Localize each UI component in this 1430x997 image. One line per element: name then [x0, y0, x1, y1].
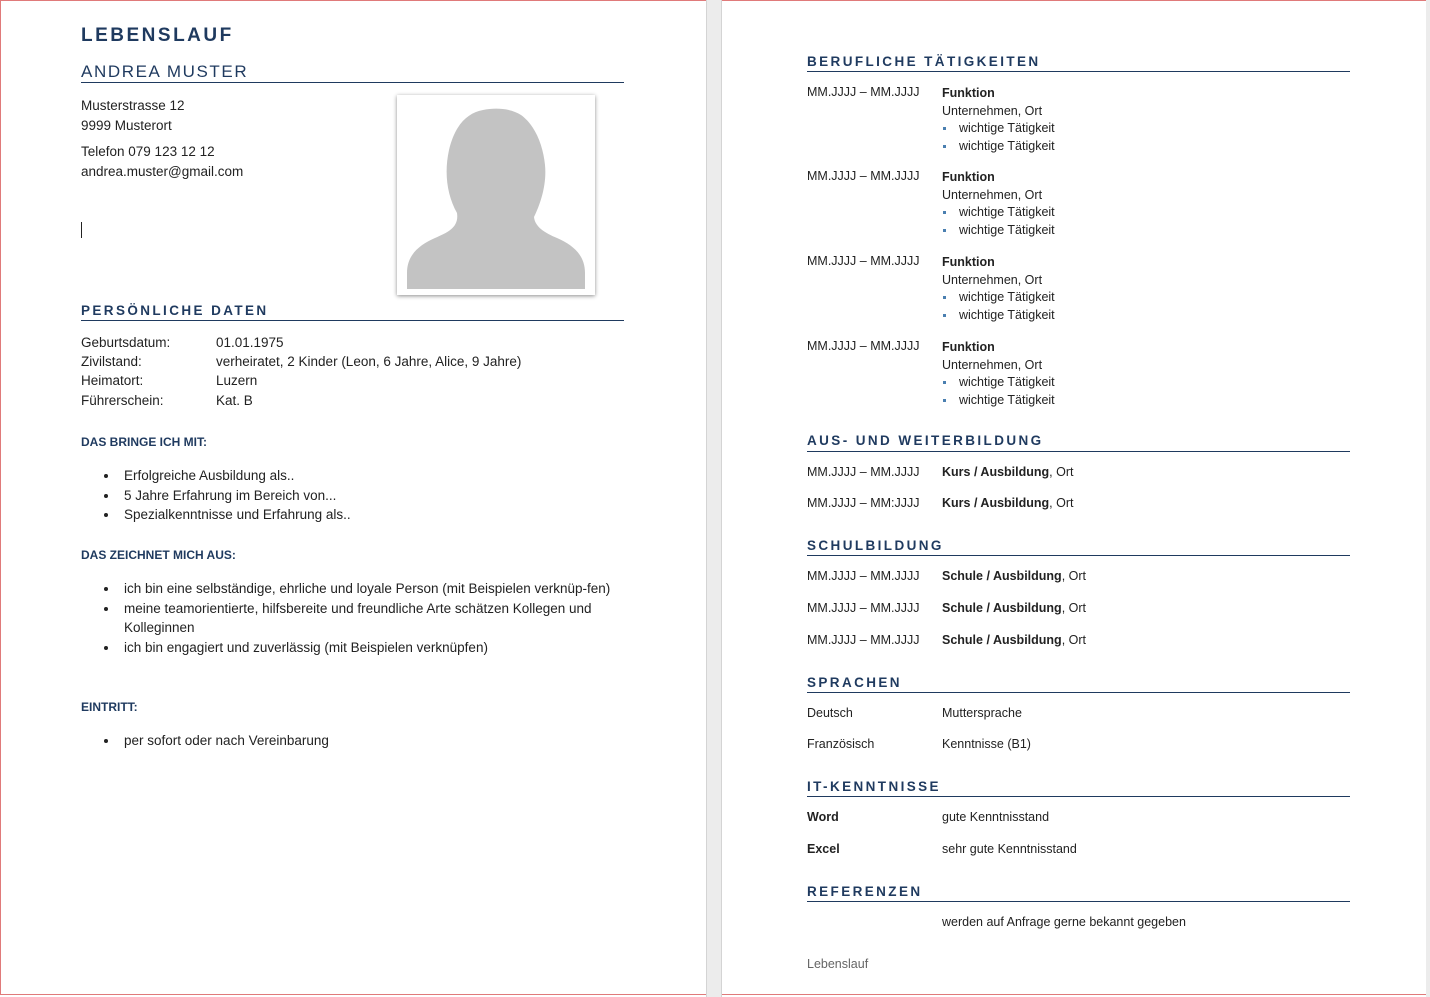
job-company: Unternehmen, Ort: [942, 357, 1043, 372]
training-date: MM.JJJJ – MM.JJJJ: [807, 465, 920, 479]
training-title: Kurs / Ausbildung: [942, 465, 1050, 479]
school-place: , Ort: [1061, 633, 1086, 647]
school-place: , Ort: [1061, 601, 1086, 615]
person-silhouette-icon: [397, 95, 595, 295]
section-divider: [807, 555, 1350, 556]
job-date: MM.JJJJ – MM.JJJJ: [807, 85, 920, 99]
it-level: sehr gute Kenntnisstand: [942, 842, 1077, 856]
school-title: Schule / Ausbildung: [942, 601, 1062, 615]
job-task: wichtige Tätigkeit: [942, 138, 1055, 156]
section-heading-school: SCHULBILDUNG: [807, 538, 944, 553]
list-item: ich bin engagiert und zuverlässig (mit Beispielen verknüpfen): [81, 638, 611, 658]
section-divider: [807, 71, 1350, 72]
text-cursor[interactable]: [81, 222, 82, 238]
section-divider: [807, 796, 1350, 797]
skills-list: [81, 466, 621, 525]
section-heading-training: AUS- UND WEITERBILDUNG: [807, 433, 1044, 448]
name-divider: [81, 82, 624, 83]
page-footer: Lebenslauf: [807, 957, 869, 971]
personal-value: Luzern: [216, 373, 258, 388]
job-task: wichtige Tätigkeit: [942, 204, 1055, 222]
page-title: LEBENSLAUF: [81, 25, 234, 46]
list-item: per sofort oder nach Vereinbarung: [81, 731, 621, 751]
list-item: Spezialkenntnisse und Erfahrung als..: [81, 505, 621, 525]
subsection-heading-start: EINTRITT:: [81, 700, 138, 714]
it-level: gute Kenntnisstand: [942, 810, 1050, 824]
personal-label: Zivilstand:: [81, 354, 142, 369]
school-title: Schule / Ausbildung: [942, 569, 1062, 583]
page-gutter-right: [1426, 0, 1430, 997]
start-list: [81, 731, 621, 751]
job-task: wichtige Tätigkeit: [942, 289, 1055, 307]
personal-label: Heimatort:: [81, 373, 144, 388]
job-date: MM.JJJJ – MM.JJJJ: [807, 169, 920, 183]
school-date: MM.JJJJ – MM.JJJJ: [807, 601, 920, 615]
phone-number: Telefon 079 123 12 12: [81, 144, 215, 159]
job-date: MM.JJJJ – MM.JJJJ: [807, 254, 920, 268]
job-company: Unternehmen, Ort: [942, 103, 1043, 118]
applicant-name: ANDREA MUSTER: [81, 62, 249, 81]
school-title: Schule / Ausbildung: [942, 633, 1062, 647]
it-tool: Word: [807, 810, 839, 824]
personal-label: Führerschein:: [81, 393, 164, 408]
job-task: wichtige Tätigkeit: [942, 374, 1055, 392]
list-item: ich bin eine selbständige, ehrliche und loyale Person (mit Beispielen verknüp-fen): [81, 579, 611, 599]
job-company: Unternehmen, Ort: [942, 272, 1043, 287]
job-task: wichtige Tätigkeit: [942, 307, 1055, 325]
profile-photo[interactable]: [397, 95, 595, 295]
job-function: Funktion: [942, 86, 995, 100]
job-task: wichtige Tätigkeit: [942, 222, 1055, 240]
subsection-heading-skills: DAS BRINGE ICH MIT:: [81, 435, 207, 449]
job-task: wichtige Tätigkeit: [942, 392, 1055, 410]
job-function: Funktion: [942, 340, 995, 354]
language-name: Französisch: [807, 737, 875, 751]
personal-value: 01.01.1975: [216, 335, 284, 350]
training-place: , Ort: [1049, 496, 1074, 510]
section-heading-languages: SPRACHEN: [807, 675, 902, 690]
job-task: wichtige Tätigkeit: [942, 120, 1055, 138]
job-date: MM.JJJJ – MM.JJJJ: [807, 339, 920, 353]
training-place: , Ort: [1049, 465, 1074, 479]
language-level: Muttersprache: [942, 706, 1022, 720]
language-name: Deutsch: [807, 706, 853, 720]
job-function: Funktion: [942, 170, 995, 184]
section-heading-personal: PERSÖNLICHE DATEN: [81, 303, 269, 318]
section-divider: [807, 901, 1350, 902]
email-address: andrea.muster@gmail.com: [81, 164, 244, 179]
address-street: Musterstrasse 12: [81, 98, 185, 113]
page-gutter: [706, 0, 722, 997]
language-level: Kenntnisse (B1): [942, 737, 1031, 751]
personal-value: Kat. B: [216, 393, 253, 408]
references-text: werden auf Anfrage gerne bekannt gegeben: [942, 915, 1186, 929]
list-item: 5 Jahre Erfahrung im Bereich von...: [81, 486, 621, 506]
list-item: meine teamorientierte, hilfsbereite und freundliche Arte schätzen Kollegen und Kolleginnen: [81, 599, 611, 638]
training-title: Kurs / Ausbildung: [942, 496, 1050, 510]
personal-value: verheiratet, 2 Kinder (Leon, 6 Jahre, Alice, 9 Jahre): [216, 354, 522, 369]
school-date: MM.JJJJ – MM.JJJJ: [807, 633, 920, 647]
subsection-heading-traits: DAS ZEICHNET MICH AUS:: [81, 548, 236, 562]
section-divider: [807, 451, 1350, 452]
job-function: Funktion: [942, 255, 995, 269]
personal-label: Geburtsdatum:: [81, 335, 171, 350]
section-divider: [807, 692, 1350, 693]
school-date: MM.JJJJ – MM.JJJJ: [807, 569, 920, 583]
section-divider: [81, 320, 624, 321]
training-date: MM.JJJJ – MM:JJJJ: [807, 496, 920, 510]
section-heading-it: IT-KENNTNISSE: [807, 779, 941, 794]
it-tool: Excel: [807, 842, 840, 856]
traits-list: [81, 579, 611, 657]
school-place: , Ort: [1061, 569, 1086, 583]
address-city: 9999 Musterort: [81, 118, 172, 133]
section-heading-jobs: BERUFLICHE TÄTIGKEITEN: [807, 54, 1041, 69]
list-item: Erfolgreiche Ausbildung als..: [81, 466, 621, 486]
section-heading-references: REFERENZEN: [807, 884, 923, 899]
job-company: Unternehmen, Ort: [942, 187, 1043, 202]
